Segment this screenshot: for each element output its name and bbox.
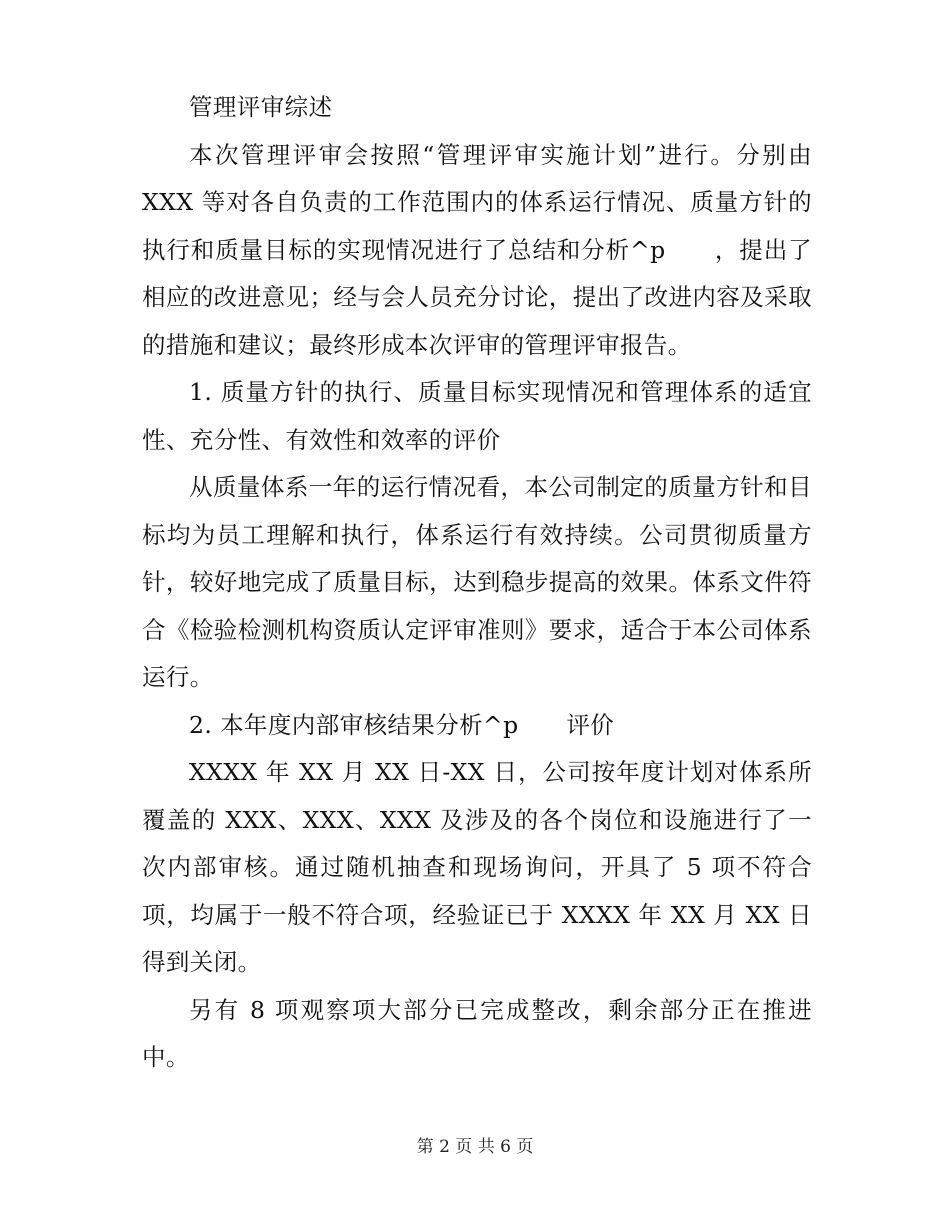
paragraph-observation-items: 另有 8 项观察项大部分已完成整改，剩余部分正在推进中。 [142,995,812,1071]
section-title: 管理评审综述 [189,93,333,121]
heading-internal-audit-analysis: 2. 本年度内部审核结果分析^p 评价 [189,710,615,739]
page-number-footer: 第 2 页 共 6 页 [416,1137,534,1157]
document-body [142,84,812,1082]
paragraph-quality-system-operation: 从质量体系一年的运行情况看，本公司制定的质量方针和目标均为员工理解和执行，体系运行有效持续。公司贯彻质量方针，较好地完成了质量目标，达到稳步提高的效果。体系文件符合《检验检测机构资质认定评审准则》要求，适合于本公司体系运行。 [142,473,812,691]
paragraph-internal-audit-details: XXXX 年 XX 月 XX 日-XX 日，公司按年度计划对体系所覆盖的 XXX、XXX、XXX 及涉及的各个岗位和设施进行了一次内部审核。通过随机抽查和现场询问，开具了 5 项不符合项，均属于一般不符合项，经验证已于 XXXX 年 XX 月 XX 日得到关闭。 [142,758,812,976]
paragraph-review-overview: 本次管理评审会按照“管理评审实施计划”进行。分别由XXX 等对各自负责的工作范围内的体系运行情况、质量方针的执行和质量目标的实现情况进行了总结和分析^p ，提出了相应的改进意见；经与会人员充分讨论，提出了改进内容及采取的措施和建议；最终形成本次评审的管理评审报告。 [142,140,812,359]
heading-quality-policy-evaluation: 1. 质量方针的执行、质量目标实现情况和管理体系的适宜性、充分性、有效性和效率的评价 [142,378,812,454]
